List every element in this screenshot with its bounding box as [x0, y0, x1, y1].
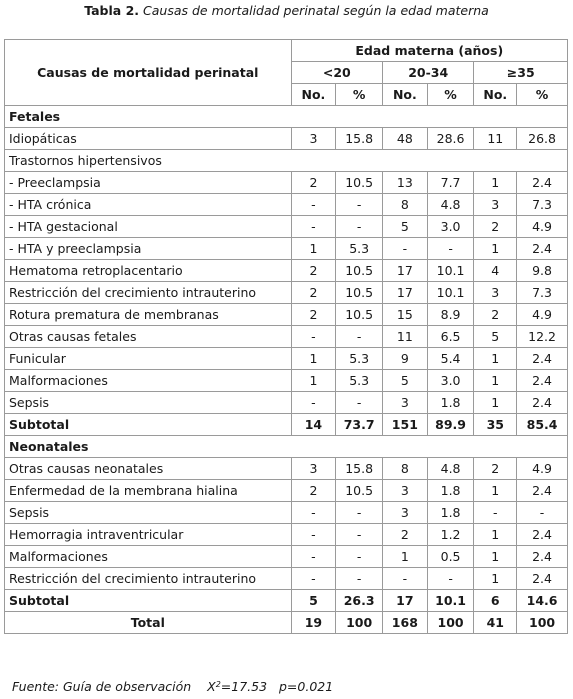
percent-cell: 2.4: [517, 568, 568, 590]
percent-cell: 100: [427, 612, 474, 634]
percent-cell: 26.8: [517, 128, 568, 150]
percent-cell: 1.8: [427, 480, 474, 502]
count-cell: -: [383, 238, 428, 260]
table-row: [5, 502, 568, 524]
count-cell: 2: [474, 304, 517, 326]
count-cell: 1: [291, 238, 336, 260]
percent-cell: 2.4: [517, 480, 568, 502]
count-cell: 8: [383, 458, 428, 480]
percent-cell: 2.4: [517, 370, 568, 392]
cause-label: Malformaciones: [5, 370, 292, 392]
cause-label: Sepsis: [5, 392, 292, 414]
percent-cell: 10.5: [336, 260, 383, 282]
percent-cell: 5.3: [336, 238, 383, 260]
percent-cell: 10.5: [336, 282, 383, 304]
percent-cell: 2.4: [517, 172, 568, 194]
count-cell: -: [474, 502, 517, 524]
table-row: [5, 260, 568, 282]
table-row: [5, 194, 568, 216]
table-row: [5, 216, 568, 238]
table-row: [5, 568, 568, 590]
percent-cell: 5.3: [336, 348, 383, 370]
cause-label: Total: [5, 612, 292, 634]
percent-cell: 89.9: [427, 414, 474, 436]
count-cell: 17: [383, 590, 428, 612]
table-row: [5, 546, 568, 568]
percent-cell: -: [336, 502, 383, 524]
source-text: Fuente: Guía de observación: [12, 679, 192, 694]
percent-cell: 10.1: [427, 260, 474, 282]
table-row: [5, 348, 568, 370]
percent-cell: 2.4: [517, 546, 568, 568]
percent-cell: 28.6: [427, 128, 474, 150]
percent-cell: 2.4: [517, 348, 568, 370]
row-label-header: Causas de mortalidad perinatal: [5, 40, 292, 106]
count-cell: 11: [383, 326, 428, 348]
caption-text: Causas de mortalidad perinatal según la edad materna: [143, 3, 489, 18]
cause-label: - HTA crónica: [5, 194, 292, 216]
cause-label: Enfermedad de la membrana hialina: [5, 480, 292, 502]
sub-header-no: No.: [291, 84, 336, 106]
count-cell: 35: [474, 414, 517, 436]
count-cell: 151: [383, 414, 428, 436]
count-cell: 3: [474, 282, 517, 304]
percent-cell: -: [336, 216, 383, 238]
count-cell: 19: [291, 612, 336, 634]
group-label: Trastornos hipertensivos: [5, 150, 568, 172]
percent-cell: 1.2: [427, 524, 474, 546]
cause-label: Hematoma retroplacentario: [5, 260, 292, 282]
table-row: [5, 172, 568, 194]
table-row: [5, 458, 568, 480]
table-row: [5, 392, 568, 414]
count-cell: -: [291, 392, 336, 414]
table-row: [5, 370, 568, 392]
cause-label: Malformaciones: [5, 546, 292, 568]
cause-label: Subtotal: [5, 590, 292, 612]
cause-label: Subtotal: [5, 414, 292, 436]
table-row: [5, 524, 568, 546]
total-row: [5, 612, 568, 634]
percent-cell: 10.5: [336, 480, 383, 502]
count-cell: 2: [291, 260, 336, 282]
count-cell: 1: [474, 348, 517, 370]
count-cell: 17: [383, 282, 428, 304]
count-cell: 5: [291, 590, 336, 612]
percent-cell: 26.3: [336, 590, 383, 612]
percent-cell: 15.8: [336, 458, 383, 480]
count-cell: 3: [383, 392, 428, 414]
count-cell: 13: [383, 172, 428, 194]
count-cell: -: [291, 326, 336, 348]
percent-cell: -: [427, 238, 474, 260]
percent-cell: 10.5: [336, 304, 383, 326]
table-row: [5, 238, 568, 260]
count-cell: -: [291, 502, 336, 524]
table-row: [5, 282, 568, 304]
percent-cell: -: [336, 194, 383, 216]
sub-header-pct: %: [517, 84, 568, 106]
cause-label: Rotura prematura de membranas: [5, 304, 292, 326]
count-cell: 2: [291, 480, 336, 502]
count-cell: 1: [474, 568, 517, 590]
sub-header-pct: %: [427, 84, 474, 106]
count-cell: -: [291, 194, 336, 216]
age-20-34-header: 20-34: [383, 62, 474, 84]
cause-label: Funicular: [5, 348, 292, 370]
percent-cell: 12.2: [517, 326, 568, 348]
cause-label: Restricción del crecimiento intrauterino: [5, 568, 292, 590]
count-cell: -: [291, 216, 336, 238]
cause-label: Otras causas neonatales: [5, 458, 292, 480]
count-cell: 1: [474, 392, 517, 414]
mortality-table: [4, 39, 568, 634]
count-cell: 2: [291, 282, 336, 304]
percent-cell: 3.0: [427, 216, 474, 238]
percent-cell: -: [336, 568, 383, 590]
count-cell: 3: [291, 128, 336, 150]
count-cell: 2: [474, 458, 517, 480]
percent-cell: 0.5: [427, 546, 474, 568]
percent-cell: 10.1: [427, 590, 474, 612]
table-row: [5, 480, 568, 502]
count-cell: 168: [383, 612, 428, 634]
age-35-plus-header: ≥35: [474, 62, 568, 84]
percent-cell: -: [336, 326, 383, 348]
chi-square-letter: X: [207, 679, 216, 694]
count-cell: 11: [474, 128, 517, 150]
table-row: [5, 304, 568, 326]
section-row: [5, 436, 568, 458]
count-cell: 3: [383, 480, 428, 502]
percent-cell: 2.4: [517, 392, 568, 414]
percent-cell: 7.7: [427, 172, 474, 194]
count-cell: -: [291, 568, 336, 590]
percent-cell: 9.8: [517, 260, 568, 282]
count-cell: 3: [383, 502, 428, 524]
count-cell: 6: [474, 590, 517, 612]
count-cell: 41: [474, 612, 517, 634]
cause-label: Hemorragia intraventricular: [5, 524, 292, 546]
percent-cell: -: [336, 524, 383, 546]
percent-cell: 1.8: [427, 502, 474, 524]
count-cell: 2: [291, 304, 336, 326]
table-row: [5, 326, 568, 348]
chi-square-exponent: 2: [215, 680, 221, 689]
count-cell: 5: [383, 370, 428, 392]
percent-cell: 4.9: [517, 304, 568, 326]
count-cell: 1: [474, 238, 517, 260]
percent-cell: 4.8: [427, 194, 474, 216]
cause-label: Idiopáticas: [5, 128, 292, 150]
count-cell: 1: [383, 546, 428, 568]
cause-label: - Preeclampsia: [5, 172, 292, 194]
p-value: p=0.021: [278, 679, 334, 694]
group-row: [5, 150, 568, 172]
cause-label: Restricción del crecimiento intrauterino: [5, 282, 292, 304]
table-header: [5, 40, 568, 106]
percent-cell: 3.0: [427, 370, 474, 392]
count-cell: 17: [383, 260, 428, 282]
count-cell: 1: [291, 370, 336, 392]
table-row: [5, 128, 568, 150]
count-cell: 14: [291, 414, 336, 436]
percent-cell: 5.3: [336, 370, 383, 392]
percent-cell: 2.4: [517, 524, 568, 546]
percent-cell: 10.1: [427, 282, 474, 304]
count-cell: 5: [474, 326, 517, 348]
section-label: Neonatales: [5, 436, 568, 458]
percent-cell: 7.3: [517, 282, 568, 304]
percent-cell: -: [517, 502, 568, 524]
percent-cell: 14.6: [517, 590, 568, 612]
count-cell: 1: [474, 370, 517, 392]
cause-label: Sepsis: [5, 502, 292, 524]
cause-label: Otras causas fetales: [5, 326, 292, 348]
percent-cell: 4.8: [427, 458, 474, 480]
percent-cell: 1.8: [427, 392, 474, 414]
sub-header-no: No.: [474, 84, 517, 106]
cause-label: - HTA y preeclampsia: [5, 238, 292, 260]
count-cell: 1: [291, 348, 336, 370]
section-label: Fetales: [5, 106, 568, 128]
sub-header-pct: %: [336, 84, 383, 106]
percent-cell: 5.4: [427, 348, 474, 370]
count-cell: 1: [474, 480, 517, 502]
percent-cell: 15.8: [336, 128, 383, 150]
count-cell: 2: [474, 216, 517, 238]
percent-cell: 85.4: [517, 414, 568, 436]
table-body: [5, 106, 568, 634]
count-cell: 5: [383, 216, 428, 238]
section-row: [5, 106, 568, 128]
age-under-20-header: <20: [291, 62, 382, 84]
percent-cell: 73.7: [336, 414, 383, 436]
count-cell: 3: [291, 458, 336, 480]
percent-cell: -: [427, 568, 474, 590]
count-cell: 2: [291, 172, 336, 194]
cause-label: - HTA gestacional: [5, 216, 292, 238]
caption-label: Tabla 2.: [84, 3, 140, 18]
count-cell: 2: [383, 524, 428, 546]
subtotal-row: [5, 590, 568, 612]
source-note: [12, 676, 333, 696]
count-cell: 1: [474, 524, 517, 546]
count-cell: -: [291, 546, 336, 568]
percent-cell: 4.9: [517, 458, 568, 480]
percent-cell: 4.9: [517, 216, 568, 238]
table-caption: [0, 2, 573, 20]
count-cell: 15: [383, 304, 428, 326]
count-cell: 48: [383, 128, 428, 150]
count-cell: 4: [474, 260, 517, 282]
percent-cell: 7.3: [517, 194, 568, 216]
count-cell: -: [291, 524, 336, 546]
count-cell: -: [383, 568, 428, 590]
percent-cell: -: [336, 546, 383, 568]
count-cell: 1: [474, 546, 517, 568]
percent-cell: -: [336, 392, 383, 414]
age-group-header: Edad materna (años): [291, 40, 567, 62]
count-cell: 9: [383, 348, 428, 370]
percent-cell: 100: [517, 612, 568, 634]
percent-cell: 8.9: [427, 304, 474, 326]
count-cell: 1: [474, 172, 517, 194]
chi-square-value: =17.53: [220, 679, 268, 694]
subtotal-row: [5, 414, 568, 436]
percent-cell: 100: [336, 612, 383, 634]
count-cell: 8: [383, 194, 428, 216]
sub-header-no: No.: [383, 84, 428, 106]
percent-cell: 10.5: [336, 172, 383, 194]
percent-cell: 6.5: [427, 326, 474, 348]
count-cell: 3: [474, 194, 517, 216]
percent-cell: 2.4: [517, 238, 568, 260]
